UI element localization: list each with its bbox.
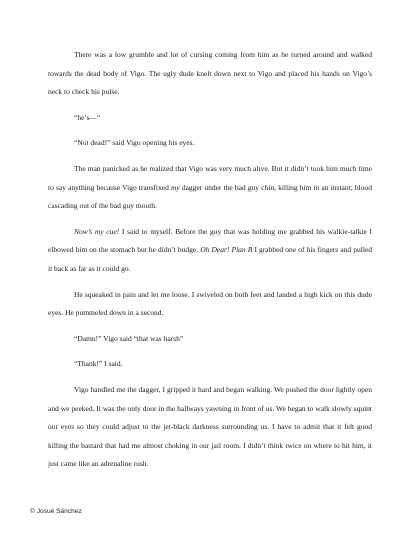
paragraph-4-text-b: dagger under the bad guy chin, killing him in an instant; blood cascading out of the bad guy mouth. (48, 182, 373, 211)
paragraph-1-text: There was a low grumble and lot of cursing coming from him as he turned around and walked towards the dead body of Vigo. The ugly dude knelt down next to Vigo and placed his hands on Vigo’s neck to check his pulse. (48, 50, 372, 97)
paragraph-8 (48, 355, 372, 374)
copyright-footer: © Josué Sánchez (30, 508, 82, 515)
paragraph-9-text: Vigo handled me the dagger, I gripped it hard and began walking. We pushed the door lightly open and we peeked. It was the only door in the hallways yawning in front of us. We began to walk slowly squint our eyes so they could adjust to the jet-black darkness surrounding us. I have to admit that it felt good killing the bastard that had me almost choking in our jail room. I didn’t think twice on where to hit him, it just came like an adrenaline rush. (48, 384, 372, 469)
paragraph-5 (48, 223, 372, 279)
paragraph-5-text-a: I said to myself. Before the guy that was holding me grabbed his walkie-talkie I elbowed him on the stomach but he didn’t budge. (48, 226, 373, 255)
paragraph-6-text: He squeaked in pain and let me loose. I swiveled on both feet and landed a high kick on this dude eyes. He pummeled down in a second. (48, 289, 372, 318)
paragraph-6 (48, 286, 372, 323)
paragraph-4-italic-my: my (170, 182, 180, 192)
paragraph-1 (48, 46, 372, 102)
paragraph-5-text-b: I grabbed one of his fingers and pulled it back as far as it could go. (48, 245, 372, 273)
paragraph-3 (48, 134, 372, 153)
paragraph-8-text: “Thank!” I said. (74, 359, 123, 369)
paragraph-5-italic-cue: Now’s my cue! (74, 226, 120, 236)
paragraph-7-text: “Damn!” Vigo said “that was harsh” (74, 333, 184, 343)
paragraph-7 (48, 330, 372, 349)
paragraph-5-italic-plan: Oh Dear! Plan B (200, 245, 253, 255)
paragraph-2-text: “he’s—“ (74, 112, 101, 122)
paragraph-9 (48, 381, 372, 474)
story-body (48, 46, 372, 481)
paragraph-2 (48, 109, 372, 128)
paragraph-3-text: “Not dead!” said Vigo opening his eyes. (74, 138, 195, 148)
paragraph-4-text-a: The man panicked as he realized that Vigo was very much alive. But it didn’t took him much time to say anything because Vigo transfixed (48, 163, 372, 192)
paragraph-4 (48, 160, 372, 216)
